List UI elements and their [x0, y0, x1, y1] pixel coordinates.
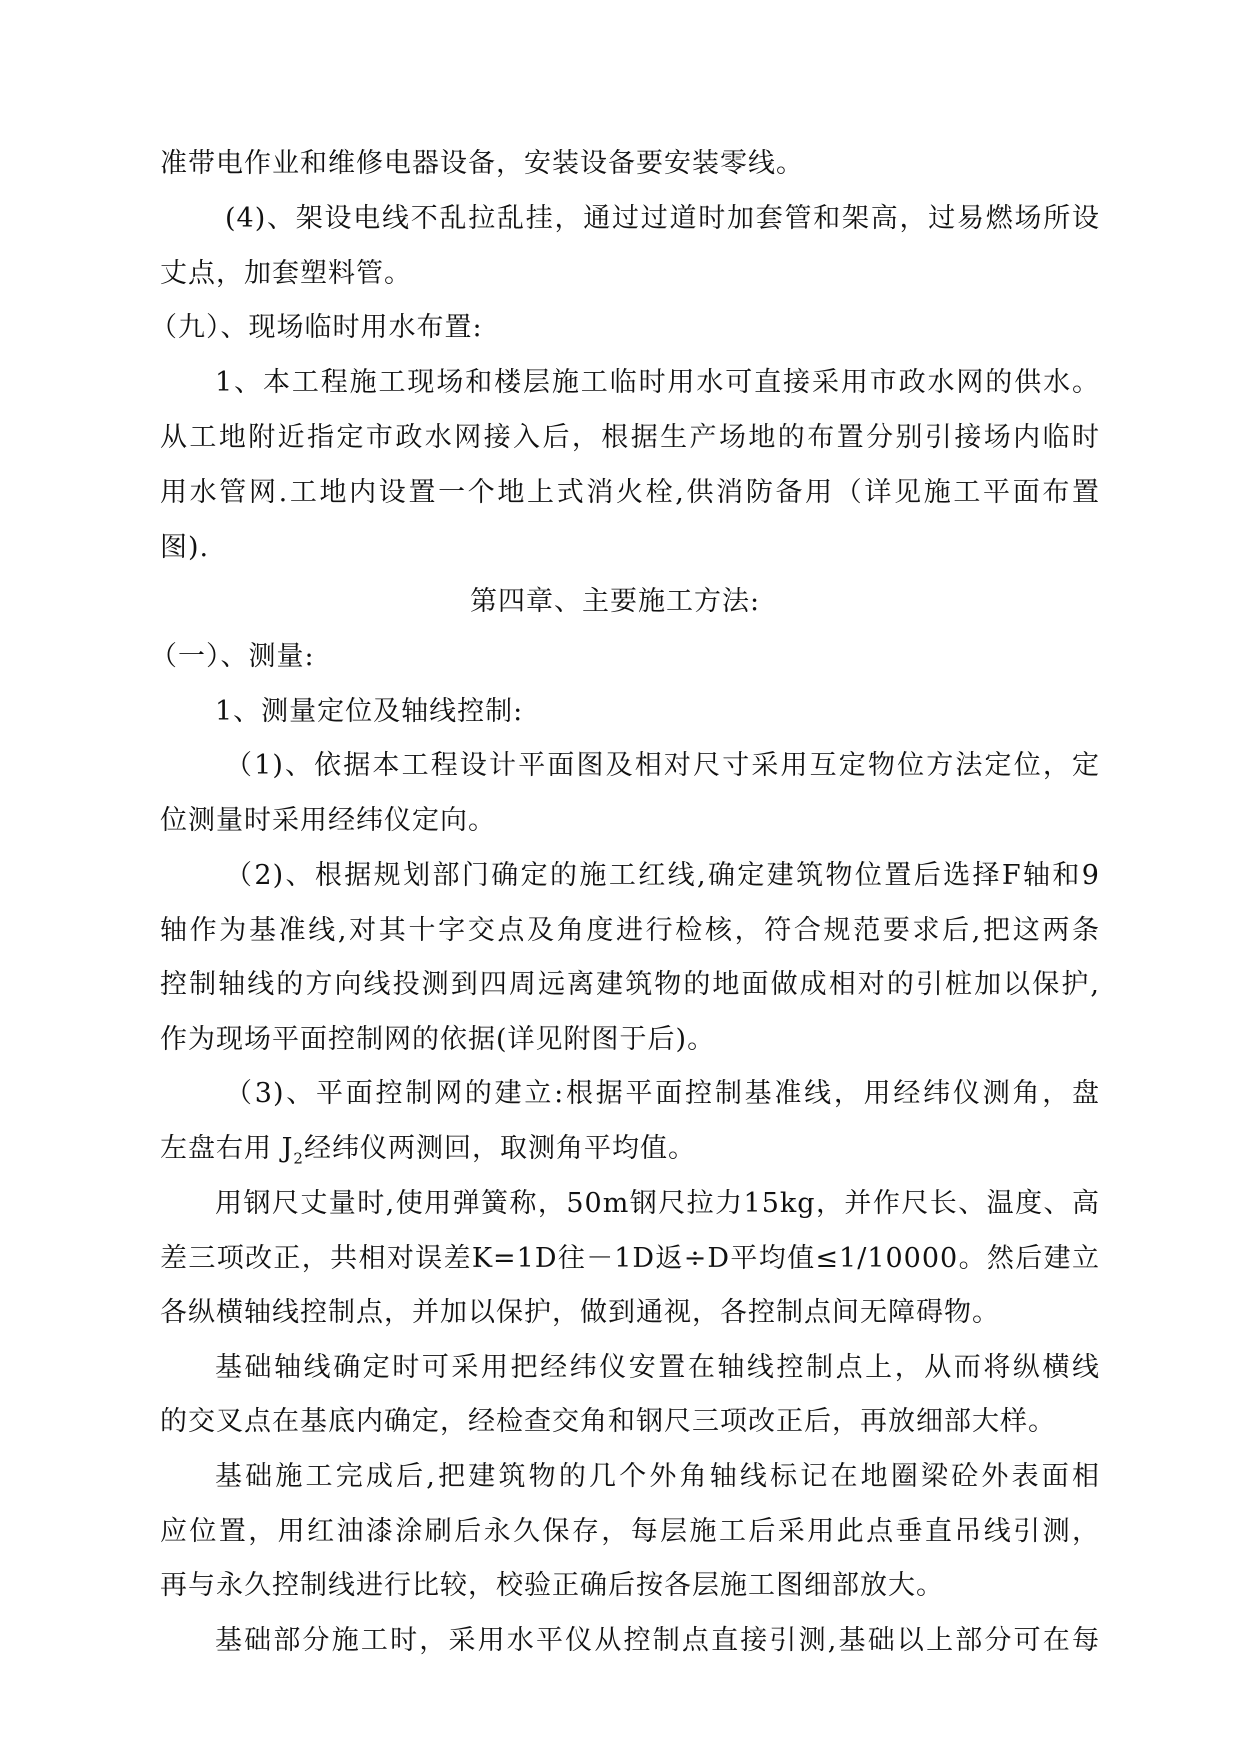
text-line: （3)、平面控制网的建立:根据平面控制基准线，用经纬仪测角，盘 [225, 1078, 1100, 1109]
text-line: 准带电作业和维修电器设备，安装设备要安装零线。 [160, 148, 804, 179]
text-line: 作为现场平面控制网的依据(详见附图于后)。 [160, 1024, 716, 1055]
text-line: 用钢尺丈量时,使用弹簧称，50m钢尺拉力15kg，并作尺长、温度、高 [215, 1188, 1100, 1219]
subsection-heading: 1、测量定位及轴线控制: [215, 696, 524, 727]
text-line: 从工地附近指定市政水网接入后，根据生产场地的布置分别引接场内临时 [160, 422, 1100, 453]
text-line: （1)、依据本工程设计平面图及相对尺寸采用互定物位方法定位，定 [225, 750, 1100, 781]
text-line: (4)、架设电线不乱拉乱挂，通过过道时加套管和架高，过易燃场所设 [225, 203, 1100, 234]
text-line: 基础施工完成后,把建筑物的几个外角轴线标记在地圈梁砼外表面相 [215, 1461, 1100, 1492]
text-span: 经纬仪两测回，取测角平均值。 [303, 1133, 696, 1164]
text-span: 左盘右用 J [160, 1133, 294, 1164]
text-line: 图). [160, 532, 210, 563]
text-line: 用水管网.工地内设置一个地上式消火栓,供消防备用（详见施工平面布置 [160, 477, 1100, 508]
text-line: （2)、根据规划部门确定的施工红线,确定建筑物位置后选择F轴和9 [225, 860, 1100, 891]
text-line: 差三项改正，共相对误差K=1D往－1D返÷D平均值≤1/10000。然后建立 [160, 1243, 1100, 1274]
text-line: 1、本工程施工现场和楼层施工临时用水可直接采用市政水网的供水。 [215, 367, 1100, 398]
text-line: 控制轴线的方向线投测到四周远离建筑物的地面做成相对的引桩加以保护, [160, 969, 1100, 1000]
chapter-title: 第四章、主要施工方法: [470, 586, 761, 617]
text-line: 的交叉点在基底内确定，经检查交角和钢尺三项改正后，再放细部大样。 [160, 1406, 1056, 1437]
text-line: 基础轴线确定时可采用把经纬仪安置在轴线控制点上，从而将纵横线 [215, 1352, 1100, 1383]
text-line: 位测量时采用经纬仪定向。 [160, 805, 496, 836]
text-line: 丈点，加套塑料管。 [160, 258, 412, 289]
text-line: 再与永久控制线进行比较，校验正确后按各层施工图细部放大。 [160, 1570, 944, 1601]
text-line: 基础部分施工时，采用水平仪从控制点直接引测,基础以上部分可在每 [215, 1625, 1100, 1656]
section-heading: （九）、现场临时用水布置: [150, 312, 483, 343]
text-line: 轴作为基准线,对其十字交点及角度进行检核，符合规范要求后,把这两条 [160, 915, 1100, 946]
section-heading: （一）、测量: [150, 641, 315, 672]
text-line: 各纵横轴线控制点，并加以保护，做到通视，各控制点间无障碍物。 [160, 1297, 1000, 1328]
subscript: 2 [293, 1149, 304, 1168]
text-line: 应位置，用红油漆涂刷后永久保存，每层施工后采用此点垂直吊线引测， [160, 1516, 1100, 1547]
text-line [160, 1125, 1100, 1173]
